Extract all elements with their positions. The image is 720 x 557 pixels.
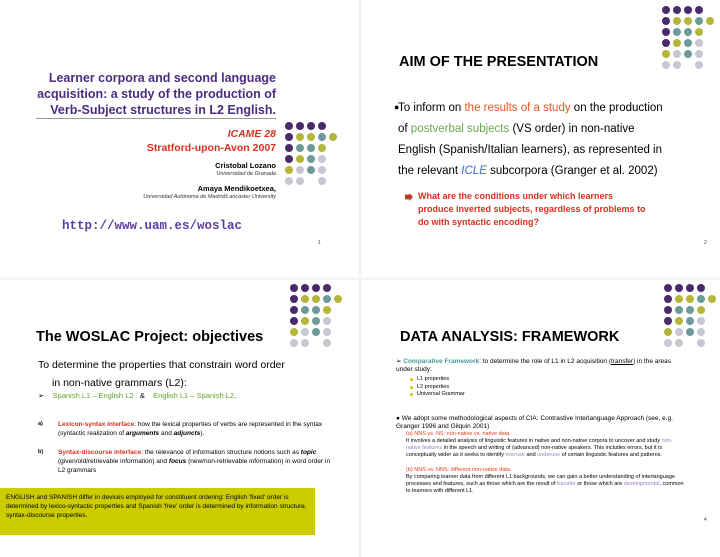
decorative-dot [301,284,309,292]
decorative-dot [307,166,315,174]
item-label: b) [38,449,44,455]
text-run: : how the lexical properties of verbs are represented in the syntax (syntactic realization of [58,421,323,437]
decorative-dot [662,17,670,25]
decorative-dot [664,339,672,347]
decorative-dot [662,50,670,58]
decorative-dot [684,17,692,25]
decorative-dot [329,166,337,174]
pair-separator: & [139,391,145,400]
decorative-dot [318,144,326,152]
decorative-dot [307,122,315,130]
text-run-highlight: overuse [505,452,525,458]
decorative-dot [312,328,320,336]
decorative-dot [675,339,683,347]
decorative-dot [296,144,304,152]
text-run-highlight: transfer [557,481,576,487]
decorative-dot [684,28,692,36]
comparative-framework [396,358,686,399]
decorative-dot [708,317,716,325]
decorative-dot [684,61,692,69]
decorative-dot [307,155,315,163]
slide1-title: Learner corpora and second language acquisition: a study of the production of Verb-Subject structures in L2 English. [37,71,276,117]
dot-grid-decoration [285,122,337,185]
pair-1: Spanish L1 – English L2 [52,391,134,400]
decorative-dot [301,328,309,336]
decorative-dot [686,306,694,314]
decorative-dot [290,317,298,325]
cia-b-heading: (b) NNS vs. NNS: different non-native data. [406,467,512,473]
framework-line [396,358,686,374]
cia-line [396,415,686,431]
text-run: , common to learners with different L1. [406,481,684,494]
decorative-dot [695,61,703,69]
decorative-dot [318,122,326,130]
language-pairs [38,391,236,400]
dot-grid-decoration [662,6,714,69]
pair-end: . [234,391,237,400]
text-run: (new/non-retrievable information) in word order in L2 grammars [58,458,331,474]
text-run: (given/old/retrievable information) and [58,458,169,465]
text-run: : the relevance of information structure notions such as [141,449,301,456]
decorative-dot [662,39,670,47]
item-label: a) [38,421,43,427]
decorative-dot [301,339,309,347]
page-number: 2 [704,240,707,246]
text-run: (VS order) in non-native English (Spanish/Italian learners), as represented in the relevant [398,123,663,177]
decorative-dot [318,166,326,174]
dot-grid-decoration [664,284,716,347]
decorative-dot [312,339,320,347]
author-2 [76,184,276,193]
text-run: on the production of [398,102,663,135]
text-run: It involves a detailed analysis of linguistic features in native and non-native corpora to uncover and study [406,438,662,444]
decorative-dot [312,306,320,314]
decorative-dot [312,284,320,292]
decorative-dot [697,306,705,314]
decorative-dot [323,317,331,325]
decorative-dot [675,295,683,303]
decorative-dot [697,328,705,336]
decorative-dot [285,133,293,141]
decorative-dot [673,28,681,36]
cia-a-heading: (a) NNS vs. NS: non-native vs. native data. [406,431,511,437]
decorative-dot [318,155,326,163]
decorative-dot [285,122,293,130]
decorative-dot [662,6,670,14]
text-run: in the speech and writing of (advanced) non-native speakers. This includes errors, but it is conceptually wider as it seeks to identify [406,445,663,458]
decorative-dot [290,328,298,336]
text-run: subcorpora (Granger et al. 2002) [486,165,658,177]
decorative-dot [664,328,672,336]
decorative-dot [318,177,326,185]
decorative-dot [301,306,309,314]
slide-4 [362,280,720,557]
decorative-dot [329,144,337,152]
contrast-box: ENGLISH and SPANISH differ in devices employed for constituent ordering: English 'fixed' order is determined by lexico-syntactic properties and Spanish 'free' order is determined by information structure, syntax-discourse properties. [0,488,315,535]
decorative-dot [307,177,315,185]
arrow-bullet-icon [405,193,413,201]
decorative-dot [323,306,331,314]
text-run: By comparing learner data from different L1 backgrounds, we can gain a better understanding of interlanguage processes and features, such as those which are the result of [406,474,675,487]
divider [36,118,276,119]
conference-name: ICAME 28 [227,128,276,140]
conference-location: Stratford-upon-Avon 2007 [146,142,276,154]
decorative-dot [307,144,315,152]
decorative-dot [334,295,342,303]
decorative-dot [664,295,672,303]
bullet-dot-icon: ● [396,415,400,422]
decorative-dot [706,6,714,14]
author-1: Cristobal Lozano [215,161,276,170]
item-heading: Syntax-discourse interface [58,449,142,456]
slide1-info [76,128,276,200]
decorative-dot [323,295,331,303]
arrow-bullet-icon: ➢ [38,391,45,400]
decorative-dot [301,317,309,325]
decorative-dot [675,306,683,314]
text-run: : to determine the role of L1 in L2 acquisition ( [479,358,612,365]
decorative-dot [697,339,705,347]
decorative-dot [307,133,315,141]
decorative-dot [695,39,703,47]
emphasis: arguments [125,430,160,437]
decorative-dot [695,28,703,36]
decorative-dot [301,295,309,303]
decorative-dot [318,133,326,141]
decorative-dot [673,39,681,47]
decorative-dot [285,177,293,185]
decorative-dot [285,155,293,163]
decorative-dot [329,155,337,163]
text-run-highlight: developmental [623,481,660,487]
text-run: or those which are [575,481,624,487]
decorative-dot [296,122,304,130]
dot-grid-decoration [290,284,342,347]
decorative-dot [708,306,716,314]
decorative-dot [323,339,331,347]
decorative-dot [675,317,683,325]
decorative-dot [684,39,692,47]
decorative-dot [285,166,293,174]
decorative-dot [708,328,716,336]
framework-sublist [410,376,686,399]
framework-heading: Comparative Framework [403,358,480,365]
decorative-dot [706,39,714,47]
slide2-title: AIM OF THE PRESENTATION [399,54,599,70]
decorative-dot [686,317,694,325]
text-run: ) in the areas under study: [396,358,672,373]
sublist-item: L2 properties [410,384,686,392]
cia-section [396,415,686,495]
emphasis: focus [168,458,187,465]
item-text [38,448,333,475]
cia-b-body [406,474,686,495]
decorative-dot [323,284,331,292]
decorative-dot [706,17,714,25]
decorative-dot [290,295,298,303]
item-text [38,420,333,438]
decorative-dot [673,6,681,14]
research-question: What are the conditions under which learners produce inverted subjects, regardless of problems to do with syntactic encoding? [418,191,646,227]
slide3-title: The WOSLAC Project: objectives [36,329,264,345]
project-url-link[interactable]: http://www.uam.es/woslac [62,219,243,233]
decorative-dot [296,155,304,163]
decorative-dot [334,306,342,314]
slide-1 [0,0,358,277]
transfer-term: transfer [611,358,634,365]
pair-2: English L1 – Spanish L2 [153,391,235,400]
cia-b [396,467,686,495]
decorative-dot [664,284,672,292]
objective-b [38,448,333,475]
decorative-dot [686,295,694,303]
decorative-dot [706,50,714,58]
decorative-dot [290,306,298,314]
text-run: and [524,452,538,458]
decorative-dot [695,6,703,14]
decorative-dot [708,295,716,303]
text-run: We adopt some methodological aspects of CIA: Contrastive Interlanguage Approach (see, e.g. Granger 1996 and Gilquin 2001) [396,415,673,430]
decorative-dot [695,50,703,58]
author-2-name: Amaya Mendikoetxea [197,184,274,193]
slide3-lead [38,356,338,392]
slide-3 [0,280,358,557]
text-run: and [159,430,174,437]
item-heading: Lexicon-syntax interface [58,421,135,428]
decorative-dot [697,317,705,325]
decorative-dot [673,17,681,25]
slide2-body [398,98,673,182]
text-run: ). [200,430,205,437]
slide4-title: DATA ANALYSIS: FRAMEWORK [400,329,620,345]
decorative-dot [334,284,342,292]
decorative-dot [697,284,705,292]
lead-line-1: To determine the properties that constrain word order [38,359,285,371]
decorative-dot [686,328,694,336]
decorative-dot [684,50,692,58]
decorative-dot [329,122,337,130]
decorative-dot [312,317,320,325]
decorative-dot [706,28,714,36]
objective-a [38,420,333,438]
text-run-highlight: non-native features [406,438,673,451]
sublist-item: Universal Grammar [410,391,686,399]
text-run: To inform on [398,102,465,114]
bullet-dot-icon: ● [394,102,400,112]
slide-2 [362,0,720,277]
decorative-dot [697,295,705,303]
decorative-dot [686,284,694,292]
text-run-highlight: the results of a study [464,102,571,114]
cia-a [396,431,686,459]
affiliation-1: Universidad de Granada [216,171,276,177]
decorative-dot [708,339,716,347]
decorative-dot [334,339,342,347]
decorative-dot [296,177,304,185]
emphasis: adjuncts [173,430,201,437]
decorative-dot [312,295,320,303]
decorative-dot [323,328,331,336]
decorative-dot [675,284,683,292]
author-2-punct: , [273,184,276,193]
decorative-dot [296,166,304,174]
text-run-icle: ICLE [461,165,487,177]
page-number: 4 [704,517,707,523]
lead-line-2: in non-native grammars (L2): [52,377,187,389]
decorative-dot [296,133,304,141]
decorative-dot [675,328,683,336]
decorative-dot [708,284,716,292]
decorative-dot [684,6,692,14]
decorative-dot [706,61,714,69]
decorative-dot [664,306,672,314]
decorative-dot [686,339,694,347]
cia-a-body [406,438,686,459]
page-number: 1 [318,240,321,246]
decorative-dot [329,133,337,141]
decorative-dot [329,177,337,185]
decorative-dot [285,144,293,152]
text-run: of certain linguistic features and patterns. [560,452,662,458]
affiliation-2: Universidad Autónoma de Madrid/Lancaster University [143,194,276,200]
decorative-dot [290,284,298,292]
text-run-highlight: underuse [537,452,561,458]
decorative-dot [290,339,298,347]
decorative-dot [695,17,703,25]
sublist-item: L1 properties [410,376,686,384]
decorative-dot [334,328,342,336]
decorative-dot [673,50,681,58]
decorative-dot [662,61,670,69]
emphasis: topic [300,449,317,456]
decorative-dot [673,61,681,69]
decorative-dot [664,317,672,325]
text-run-highlight: postverbal subjects [410,123,510,135]
arrow-bullet-icon: ➢ [396,358,402,365]
decorative-dot [662,28,670,36]
decorative-dot [334,317,342,325]
